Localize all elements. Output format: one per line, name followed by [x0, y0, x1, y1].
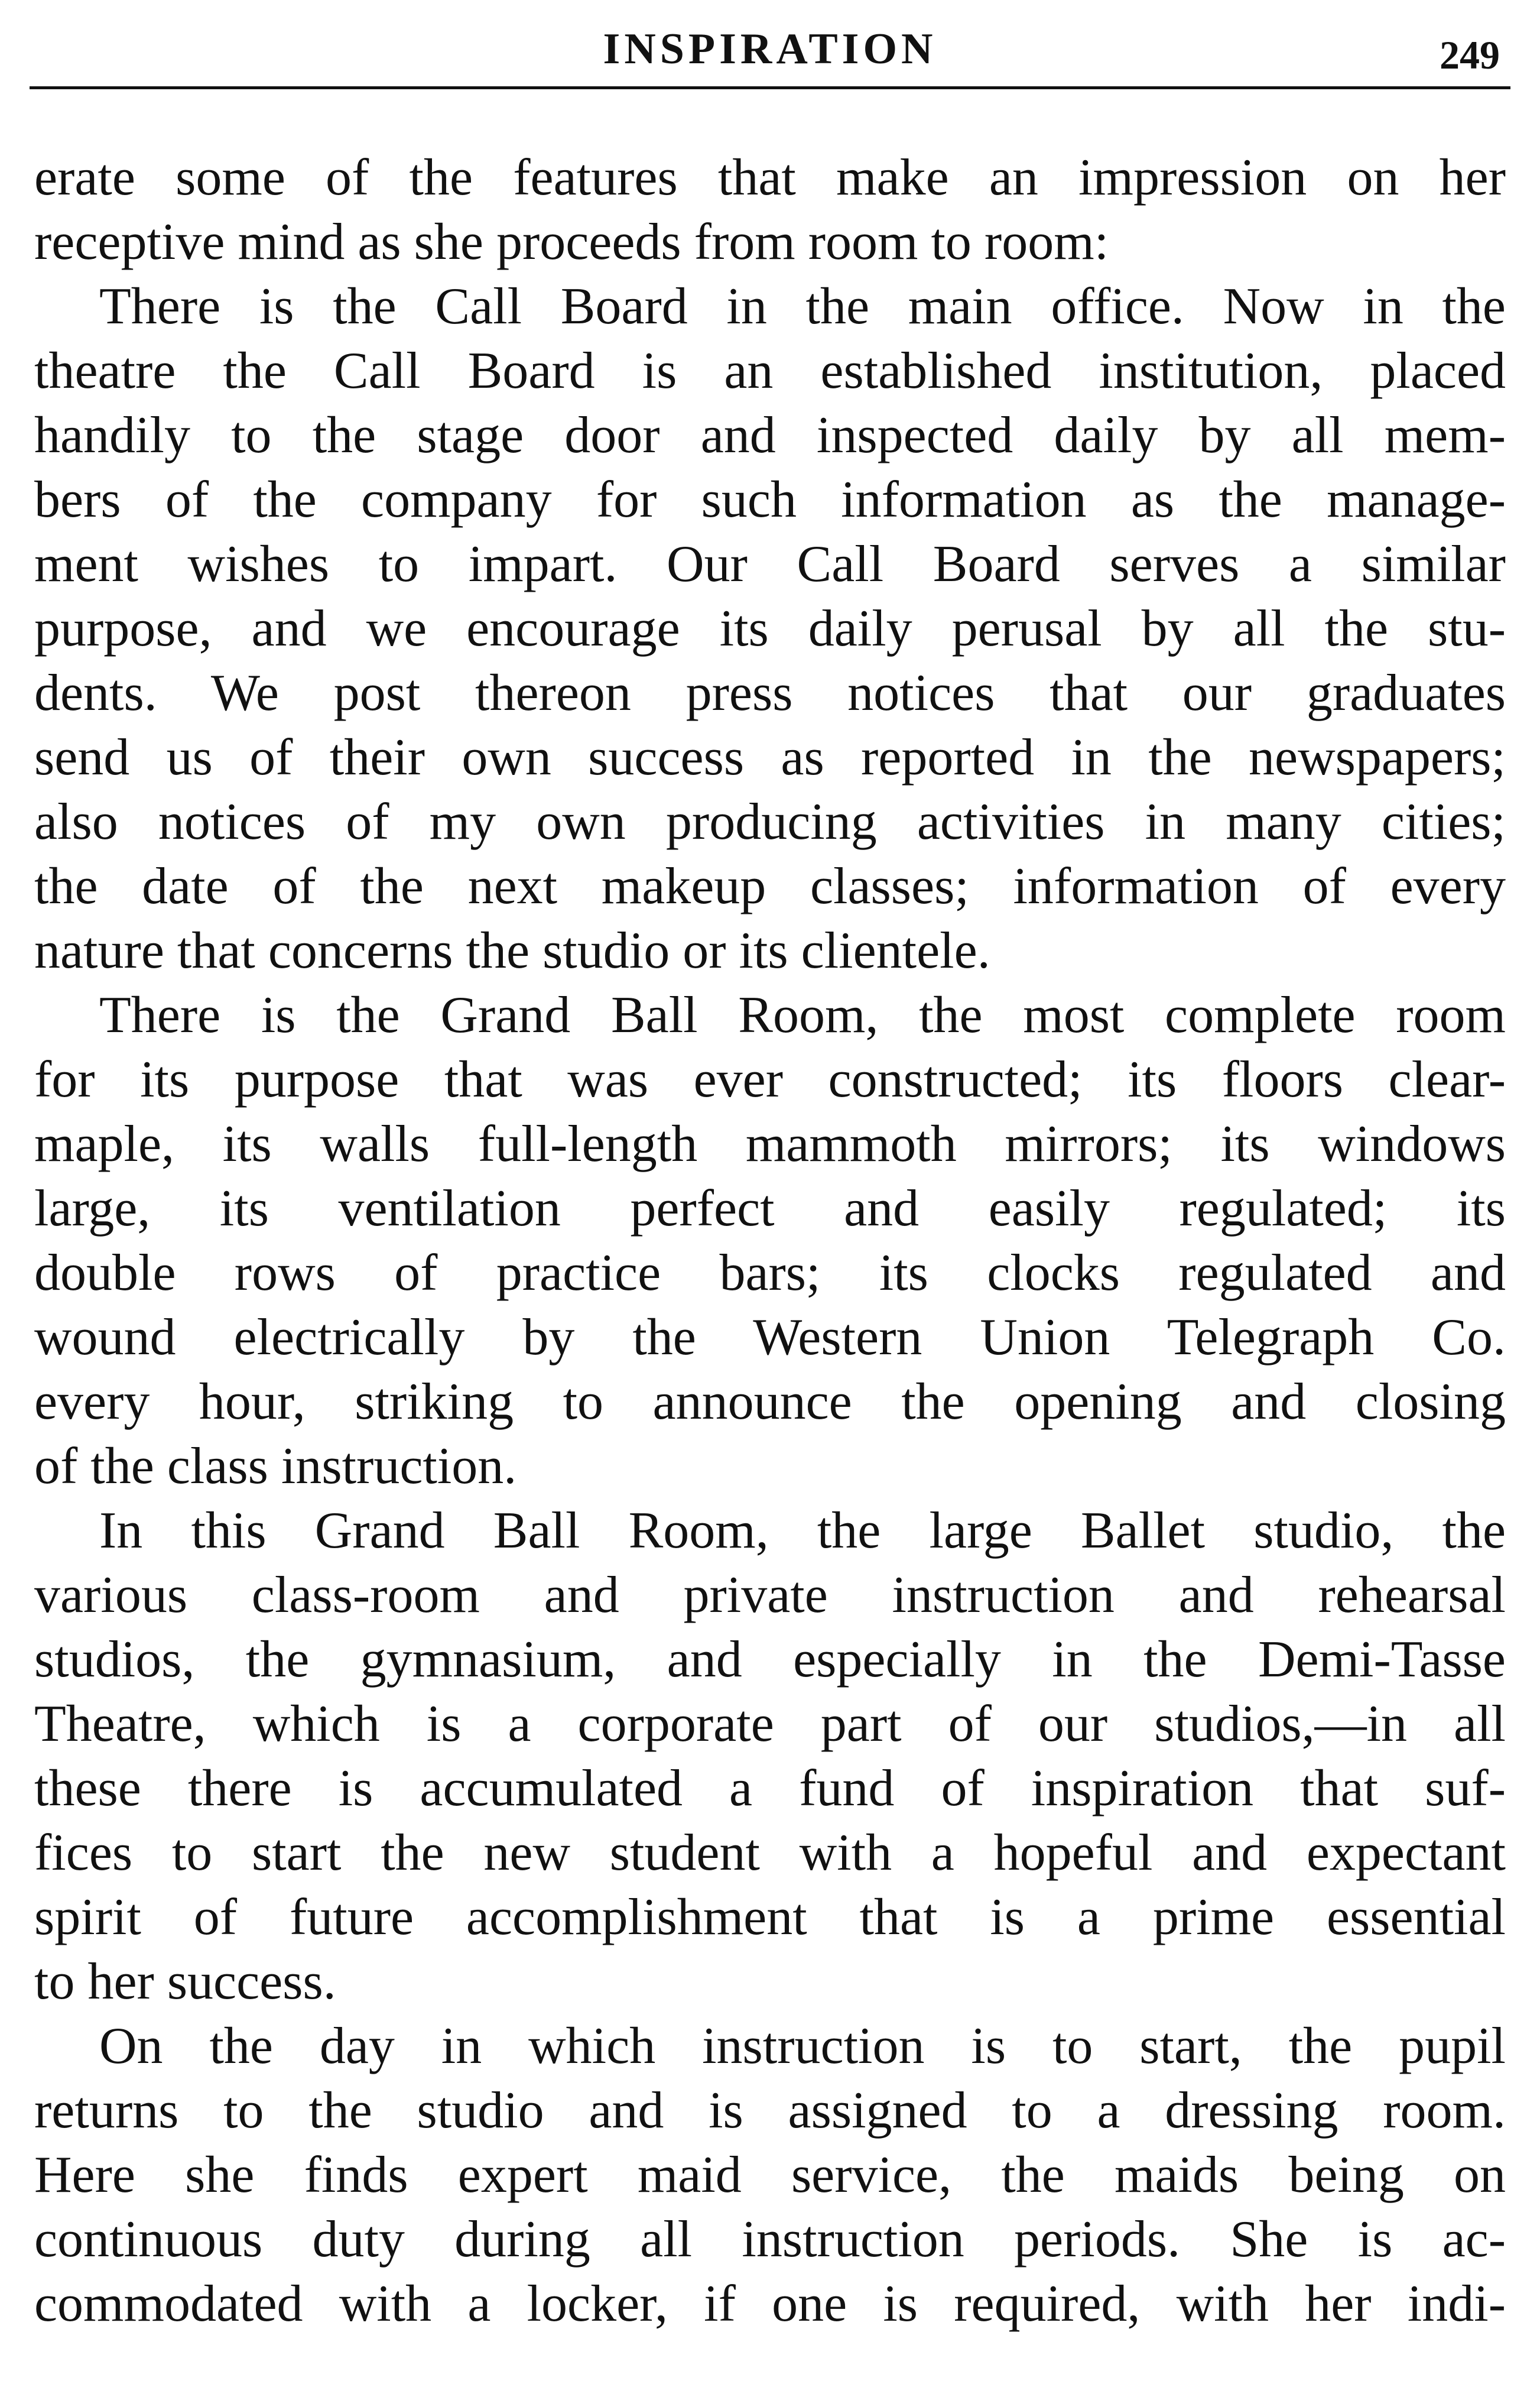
text-line: handily to the stage door and inspected daily by all mem- — [34, 407, 1506, 464]
text-line: On the day in which instruction is to start, the pupil — [99, 2017, 1506, 2075]
text-line: the date of the next makeup classes; information of every — [34, 858, 1506, 915]
paragraph — [34, 1498, 1506, 2014]
paragraph — [34, 145, 1506, 274]
text-line: fices to start the new student with a hopeful and expectant — [34, 1824, 1506, 1882]
body-text — [34, 145, 1506, 2336]
paragraph — [34, 2014, 1506, 2336]
text-line: There is the Grand Ball Room, the most complete room — [99, 987, 1506, 1044]
text-line: bers of the company for such information as the manage- — [34, 471, 1506, 528]
text-line: various class-room and private instruction and rehearsal — [34, 1566, 1506, 1624]
text-line: Theatre, which is a corporate part of our studios,—in all — [34, 1695, 1506, 1753]
text-line: studios, the gymnasium, and especially in the Demi-Tasse — [34, 1631, 1506, 1688]
paragraph — [34, 274, 1506, 983]
text-line: Here she finds expert maid service, the maids being on — [34, 2146, 1506, 2204]
text-line: spirit of future accomplishment that is a prime essential — [34, 1889, 1506, 1946]
text-line: nature that concerns the studio or its clientele. — [34, 922, 990, 979]
header-rule — [30, 86, 1510, 89]
text-line: theatre the Call Board is an established institution, placed — [34, 342, 1506, 400]
text-line: wound electrically by the Western Union Telegraph Co. — [34, 1309, 1506, 1366]
text-line: receptive mind as she proceeds from room to room: — [34, 213, 1109, 271]
text-line: for its purpose that was ever constructed; its floors clear- — [34, 1051, 1506, 1108]
text-line: large, its ventilation perfect and easily regulated; its — [34, 1180, 1506, 1237]
text-line: returns to the studio and is assigned to a dressing room. — [34, 2082, 1506, 2139]
text-line: erate some of the features that make an impression on her — [34, 149, 1506, 206]
text-line: also notices of my own producing activities in many cities; — [34, 793, 1506, 851]
text-line: There is the Call Board in the main office. Now in the — [99, 278, 1506, 335]
text-line: these there is accumulated a fund of inspiration that suf- — [34, 1760, 1506, 1817]
text-line: maple, its walls full-length mammoth mirrors; its windows — [34, 1115, 1506, 1173]
running-head — [30, 22, 1510, 87]
text-line: double rows of practice bars; its clocks regulated and — [34, 1244, 1506, 1302]
text-line: of the class instruction. — [34, 1438, 517, 1495]
text-line: continuous duty during all instruction periods. She is ac- — [34, 2211, 1506, 2268]
text-line: commodated with a locker, if one is required, with her indi- — [34, 2275, 1506, 2333]
text-line: dents. We post thereon press notices that our graduates — [34, 664, 1506, 722]
chapter-title: INSPIRATION — [603, 25, 937, 73]
text-line: ment wishes to impart. Our Call Board serves a similar — [34, 536, 1506, 593]
paragraph — [34, 983, 1506, 1498]
text-line: purpose, and we encourage its daily perusal by all the stu- — [34, 600, 1506, 657]
text-line: In this Grand Ball Room, the large Ballet studio, the — [99, 1502, 1506, 1559]
page-number: 249 — [1440, 33, 1500, 77]
text-line: send us of their own success as reported in the newspapers; — [34, 729, 1506, 786]
text-line: to her success. — [34, 1953, 336, 2010]
text-line: every hour, striking to announce the opening and closing — [34, 1373, 1506, 1430]
